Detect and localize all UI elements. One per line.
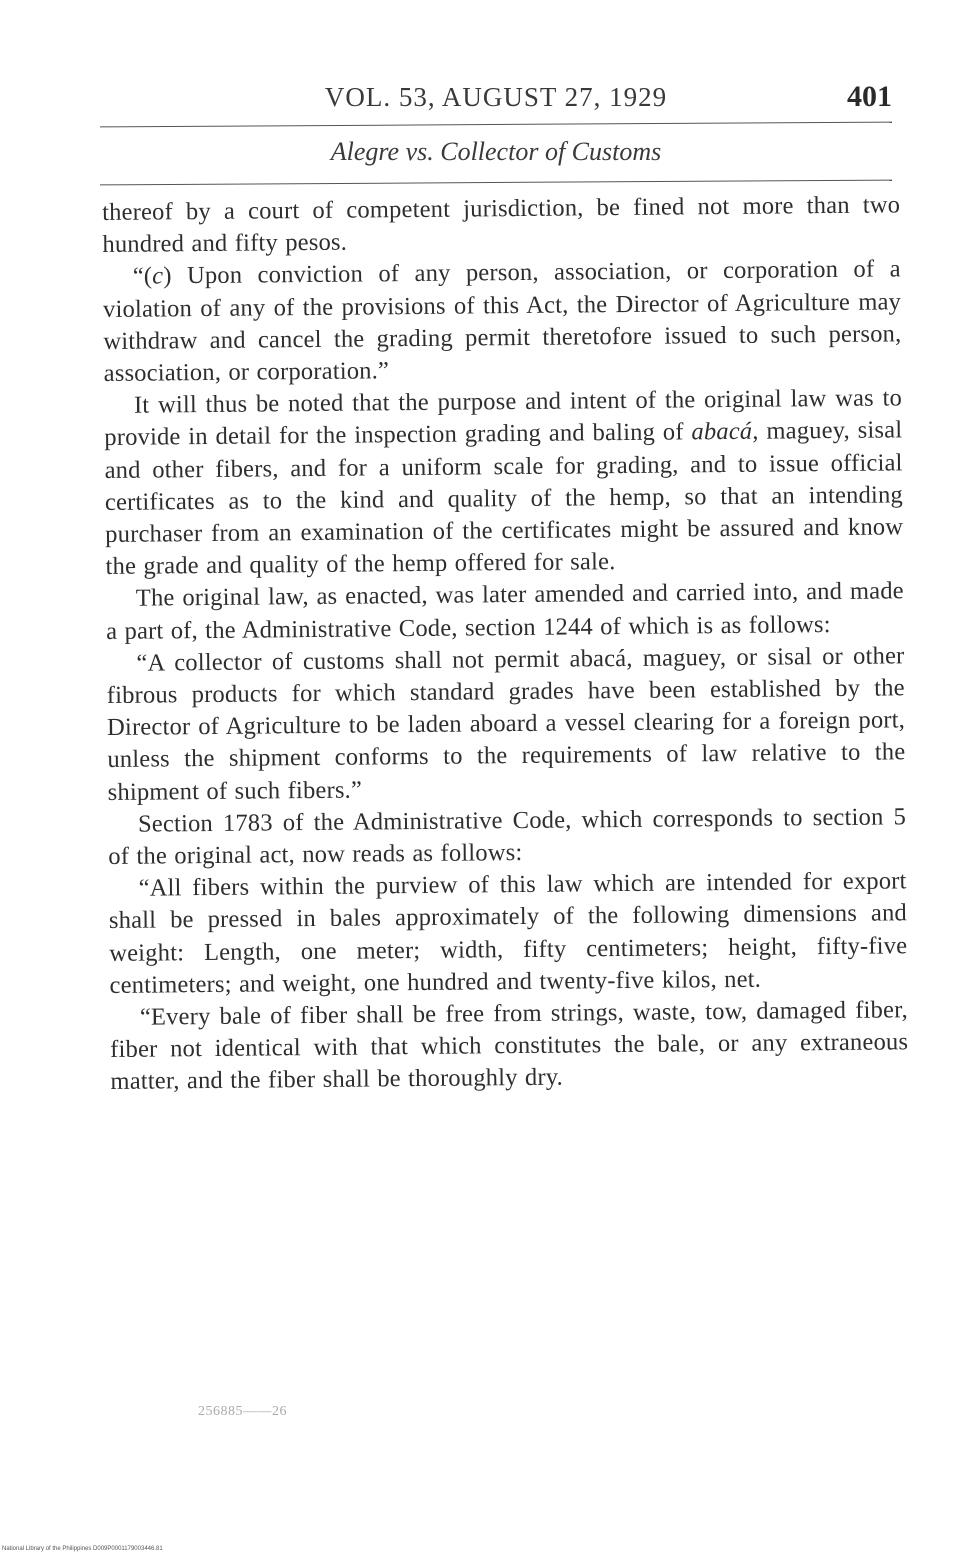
paragraph [106, 576, 905, 648]
paragraph [103, 254, 902, 390]
paragraph [110, 994, 909, 1098]
paragraph-text: “( [132, 262, 153, 291]
paragraph [108, 866, 907, 1002]
paragraph [108, 801, 907, 873]
running-head [100, 78, 892, 118]
paragraph-text: “All fibers within the purview of this law which are intended for export shall be pressed in bales approximately of the following dimensions and weight: Length, one meter; width, fifty centimeters; height, fifty-five centimeters; and weight, one hundred and twenty-five kilos, net. [108, 867, 908, 999]
header-rule-top [100, 122, 892, 128]
paragraph-text: It will thus be noted that the purpose and intent of the original law was to provide in detail for the inspection grading and baling of [104, 384, 903, 452]
paragraph-text: The original law, as enacted, was later amended and carried into, and made a part of, the Administrative Code, section 1244 of which is as follows: [106, 577, 904, 645]
printer-signature-mark: 256885——26 [198, 1404, 287, 1419]
paragraph-text: , maguey, sisal and other fibers, and for a uniform scale for grading, and to issue official certificates as to the kind and quality of the hemp, so that an intending purchaser from an examination of the certificates might be assured and know the grade and quality of the hemp offered for sale. [104, 416, 904, 581]
paragraph-text: Section 1783 of the Administrative Code, which corresponds to section 5 of the original act, now reads as follows: [108, 803, 907, 871]
paragraph [102, 189, 901, 261]
paragraph-text: “Every bale of fiber shall be free from strings, waste, tow, damaged fiber, fiber not identical with that which constitutes the bale, or any extraneous matter, and the fiber shall be thoroughly dry. [110, 996, 909, 1096]
header-rule-bottom [100, 180, 892, 186]
page-number: 401 [847, 80, 892, 113]
paragraph-italic: abacá [691, 418, 753, 446]
paragraph-text: “A collector of customs shall not permit abacá, maguey, or sisal or other fibrous products for which standard grades have been established by the Director of Agriculture to be laden aboard a vessel clearing for a foreign port, unless the shipment conforms to the requirements of law relative to the shipment of such fibers.” [106, 642, 906, 806]
paragraph-italic: c [152, 262, 164, 290]
paragraph [106, 640, 906, 809]
volume-date: VOL. 53, AUGUST 27, 1929 [324, 82, 668, 112]
paragraph [104, 383, 904, 584]
paragraph-text: ) Upon conviction of any person, association, or corporation of a violation of any of the provisions of this Act, the Director of Agriculture may withdraw and cancel the grading permit theretofore issued to such person, association, or corporation.” [102, 255, 902, 388]
scan-credit: National Library of the Philippines D009P0001179003446.81 [2, 1546, 163, 1552]
paragraph-text: thereof by a court of competent jurisdiction, be fined not more than two hundred and fifty pesos. [102, 191, 901, 259]
case-title: Alegre vs. Collector of Customs [330, 137, 662, 166]
body-text [102, 189, 909, 1098]
